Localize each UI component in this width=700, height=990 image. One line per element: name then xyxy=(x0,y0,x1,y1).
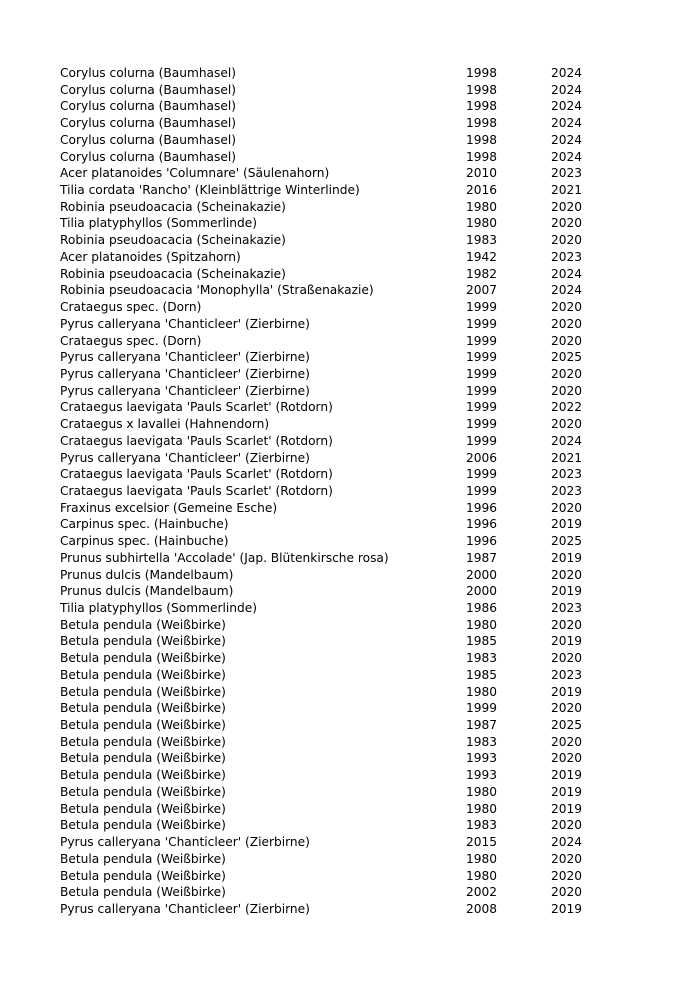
planting-year-cell: 1980 xyxy=(466,199,498,214)
species-name-cell: Prunus dulcis (Mandelbaum) xyxy=(60,584,234,599)
table-row xyxy=(60,700,611,717)
planting-year-cell: 1998 xyxy=(466,66,498,80)
record-year-cell: 2019 xyxy=(551,517,583,532)
species-name-cell: Betula pendula (Weißbirke) xyxy=(60,885,226,900)
record-year-cell: 2020 xyxy=(551,417,583,432)
table-row xyxy=(60,65,611,82)
species-name-cell: Carpinus spec. (Hainbuche) xyxy=(60,534,229,549)
record-year-cell: 2023 xyxy=(551,601,583,615)
species-name-cell: Crataegus laevigata 'Pauls Scarlet' (Rotdorn) xyxy=(60,400,333,415)
planting-year-cell: 1999 xyxy=(466,366,498,381)
planting-year-cell: 1999 xyxy=(466,333,498,348)
planting-year-cell: 1999 xyxy=(466,433,498,448)
table-row xyxy=(60,316,611,333)
table-row xyxy=(60,901,611,918)
table-row xyxy=(60,232,611,249)
species-name-cell: Betula pendula (Weißbirke) xyxy=(60,868,226,883)
species-name-cell: Betula pendula (Weißbirke) xyxy=(60,851,226,866)
table-row xyxy=(60,801,611,818)
record-year-cell: 2020 xyxy=(551,651,583,666)
species-name-cell: Betula pendula (Weißbirke) xyxy=(60,634,226,649)
species-name-cell: Betula pendula (Weißbirke) xyxy=(60,784,226,799)
table-row xyxy=(60,868,611,885)
record-year-cell: 2020 xyxy=(551,701,583,716)
record-year-cell: 2020 xyxy=(551,500,583,515)
planting-year-cell: 1982 xyxy=(466,266,498,281)
planting-year-cell: 1993 xyxy=(466,751,498,766)
species-name-cell: Acer platanoides (Spitzahorn) xyxy=(60,249,241,264)
planting-year-cell: 1983 xyxy=(466,818,498,833)
table-row xyxy=(60,132,611,149)
record-year-cell: 2022 xyxy=(551,400,583,415)
planting-year-cell: 1998 xyxy=(466,116,498,131)
planting-year-cell: 1998 xyxy=(466,149,498,164)
record-year-cell: 2024 xyxy=(551,82,583,97)
planting-year-cell: 1980 xyxy=(466,784,498,799)
table-row xyxy=(60,165,611,182)
planting-year-cell: 1996 xyxy=(466,534,498,549)
species-name-cell: Betula pendula (Weißbirke) xyxy=(60,818,226,833)
species-name-cell: Prunus subhirtella 'Accolade' (Jap. Blütenkirsche rosa) xyxy=(60,550,389,565)
table-row xyxy=(60,600,611,617)
table-row xyxy=(60,500,611,517)
planting-year-cell: 1987 xyxy=(466,550,498,565)
record-year-cell: 2023 xyxy=(551,483,583,498)
species-name-cell: Pyrus calleryana 'Chanticleer' (Zierbirne) xyxy=(60,366,310,381)
table-row xyxy=(60,533,611,550)
species-name-cell: Tilia cordata 'Rancho' (Kleinblättrige Winterlinde) xyxy=(60,183,360,198)
species-name-cell: Pyrus calleryana 'Chanticleer' (Zierbirne) xyxy=(60,350,310,365)
record-year-cell: 2020 xyxy=(551,567,583,582)
record-year-cell: 2025 xyxy=(551,718,583,733)
planting-year-cell: 1987 xyxy=(466,718,498,733)
planting-year-cell: 2006 xyxy=(466,450,498,465)
planting-year-cell: 1999 xyxy=(466,383,498,398)
record-year-cell: 2019 xyxy=(551,634,583,649)
planting-year-cell: 1980 xyxy=(466,216,498,231)
planting-year-cell: 2015 xyxy=(466,835,498,850)
planting-year-cell: 1999 xyxy=(466,467,498,482)
species-name-cell: Tilia platyphyllos (Sommerlinde) xyxy=(60,216,257,231)
record-year-cell: 2020 xyxy=(551,885,583,900)
planting-year-cell: 1996 xyxy=(466,500,498,515)
table-row xyxy=(60,516,611,533)
tree-table xyxy=(60,65,611,918)
species-name-cell: Pyrus calleryana 'Chanticleer' (Zierbirne) xyxy=(60,316,310,331)
species-name-cell: Betula pendula (Weißbirke) xyxy=(60,667,226,682)
species-name-cell: Betula pendula (Weißbirke) xyxy=(60,751,226,766)
table-row xyxy=(60,266,611,283)
species-name-cell: Pyrus calleryana 'Chanticleer' (Zierbirne) xyxy=(60,901,310,916)
species-name-cell: Pyrus calleryana 'Chanticleer' (Zierbirne) xyxy=(60,835,310,850)
table-row xyxy=(60,98,611,115)
record-year-cell: 2023 xyxy=(551,667,583,682)
planting-year-cell: 1980 xyxy=(466,801,498,816)
planting-year-cell: 1983 xyxy=(466,651,498,666)
planting-year-cell: 1980 xyxy=(466,684,498,699)
record-year-cell: 2019 xyxy=(551,768,583,783)
planting-year-cell: 1986 xyxy=(466,601,498,615)
planting-year-cell: 1980 xyxy=(466,868,498,883)
record-year-cell: 2024 xyxy=(551,283,583,298)
species-name-cell: Betula pendula (Weißbirke) xyxy=(60,768,226,783)
planting-year-cell: 1942 xyxy=(466,249,498,264)
record-year-cell: 2024 xyxy=(551,116,583,131)
record-year-cell: 2019 xyxy=(551,801,583,816)
species-name-cell: Betula pendula (Weißbirke) xyxy=(60,801,226,816)
table-row xyxy=(60,299,611,316)
species-name-cell: Betula pendula (Weißbirke) xyxy=(60,684,226,699)
planting-year-cell: 1999 xyxy=(466,417,498,432)
record-year-cell: 2024 xyxy=(551,266,583,281)
planting-year-cell: 2000 xyxy=(466,584,498,599)
table-row xyxy=(60,416,611,433)
table-row xyxy=(60,483,611,500)
table-row xyxy=(60,667,611,684)
species-name-cell: Acer platanoides 'Columnare' (Säulenahorn) xyxy=(60,166,330,181)
table-row xyxy=(60,282,611,299)
planting-year-cell: 1999 xyxy=(466,483,498,498)
planting-year-cell: 1983 xyxy=(466,734,498,749)
table-row xyxy=(60,249,611,266)
species-name-cell: Crataegus x lavallei (Hahnendorn) xyxy=(60,417,270,432)
species-name-cell: Corylus colurna (Baumhasel) xyxy=(60,116,237,131)
record-year-cell: 2020 xyxy=(551,383,583,398)
record-year-cell: 2023 xyxy=(551,249,583,264)
record-year-cell: 2025 xyxy=(551,534,583,549)
table-row xyxy=(60,633,611,650)
planting-year-cell: 2000 xyxy=(466,567,498,582)
planting-year-cell: 1999 xyxy=(466,701,498,716)
species-name-cell: Betula pendula (Weißbirke) xyxy=(60,718,226,733)
planting-year-cell: 1999 xyxy=(466,316,498,331)
species-name-cell: Corylus colurna (Baumhasel) xyxy=(60,66,237,80)
table-row xyxy=(60,784,611,801)
planting-year-cell: 1985 xyxy=(466,634,498,649)
table-row xyxy=(60,182,611,199)
table-row xyxy=(60,399,611,416)
record-year-cell: 2020 xyxy=(551,333,583,348)
species-name-cell: Fraxinus excelsior (Gemeine Esche) xyxy=(60,500,278,515)
record-year-cell: 2024 xyxy=(551,99,583,114)
table-row xyxy=(60,717,611,734)
species-name-cell: Carpinus spec. (Hainbuche) xyxy=(60,517,229,532)
planting-year-cell: 1996 xyxy=(466,517,498,532)
planting-year-cell: 1993 xyxy=(466,768,498,783)
record-year-cell: 2020 xyxy=(551,216,583,231)
table-row xyxy=(60,767,611,784)
record-year-cell: 2019 xyxy=(551,684,583,699)
table-row xyxy=(60,366,611,383)
record-year-cell: 2019 xyxy=(551,784,583,799)
record-year-cell: 2019 xyxy=(551,584,583,599)
table-row xyxy=(60,383,611,400)
record-year-cell: 2020 xyxy=(551,233,583,248)
species-name-cell: Betula pendula (Weißbirke) xyxy=(60,651,226,666)
planting-year-cell: 1999 xyxy=(466,350,498,365)
species-name-cell: Corylus colurna (Baumhasel) xyxy=(60,149,237,164)
planting-year-cell: 1980 xyxy=(466,851,498,866)
table-row xyxy=(60,817,611,834)
record-year-cell: 2020 xyxy=(551,851,583,866)
table-row xyxy=(60,583,611,600)
species-name-cell: Corylus colurna (Baumhasel) xyxy=(60,132,237,147)
species-name-cell: Corylus colurna (Baumhasel) xyxy=(60,82,237,97)
planting-year-cell: 1983 xyxy=(466,233,498,248)
record-year-cell: 2020 xyxy=(551,366,583,381)
species-name-cell: Robinia pseudoacacia (Scheinakazie) xyxy=(60,199,286,214)
species-name-cell: Crataegus laevigata 'Pauls Scarlet' (Rotdorn) xyxy=(60,483,333,498)
species-name-cell: Crataegus laevigata 'Pauls Scarlet' (Rotdorn) xyxy=(60,433,333,448)
table-row xyxy=(60,834,611,851)
species-name-cell: Robinia pseudoacacia (Scheinakazie) xyxy=(60,266,286,281)
record-year-cell: 2023 xyxy=(551,166,583,181)
species-name-cell: Betula pendula (Weißbirke) xyxy=(60,617,226,632)
tree-table-body xyxy=(60,65,611,918)
record-year-cell: 2024 xyxy=(551,149,583,164)
planting-year-cell: 2010 xyxy=(466,166,498,181)
planting-year-cell: 2008 xyxy=(466,901,498,916)
species-name-cell: Corylus colurna (Baumhasel) xyxy=(60,99,237,114)
record-year-cell: 2020 xyxy=(551,734,583,749)
planting-year-cell: 1999 xyxy=(466,400,498,415)
record-year-cell: 2019 xyxy=(551,901,583,916)
record-year-cell: 2020 xyxy=(551,751,583,766)
species-name-cell: Pyrus calleryana 'Chanticleer' (Zierbirne) xyxy=(60,383,310,398)
table-row xyxy=(60,750,611,767)
planting-year-cell: 2002 xyxy=(466,885,498,900)
species-name-cell: Crataegus spec. (Dorn) xyxy=(60,300,202,315)
record-year-cell: 2024 xyxy=(551,132,583,147)
species-name-cell: Crataegus laevigata 'Pauls Scarlet' (Rotdorn) xyxy=(60,467,333,482)
species-name-cell: Robinia pseudoacacia (Scheinakazie) xyxy=(60,233,286,248)
record-year-cell: 2025 xyxy=(551,350,583,365)
record-year-cell: 2019 xyxy=(551,550,583,565)
record-year-cell: 2020 xyxy=(551,818,583,833)
table-row xyxy=(60,550,611,567)
record-year-cell: 2023 xyxy=(551,467,583,482)
species-name-cell: Robinia pseudoacacia 'Monophylla' (Straßenakazie) xyxy=(60,283,374,298)
table-row xyxy=(60,851,611,868)
record-year-cell: 2024 xyxy=(551,433,583,448)
record-year-cell: 2024 xyxy=(551,835,583,850)
table-row xyxy=(60,333,611,350)
record-year-cell: 2020 xyxy=(551,316,583,331)
record-year-cell: 2024 xyxy=(551,66,583,80)
table-row xyxy=(60,567,611,584)
species-name-cell: Pyrus calleryana 'Chanticleer' (Zierbirne) xyxy=(60,450,310,465)
planting-year-cell: 1998 xyxy=(466,132,498,147)
table-row xyxy=(60,650,611,667)
planting-year-cell: 1999 xyxy=(466,300,498,315)
planting-year-cell: 2007 xyxy=(466,283,498,298)
table-row xyxy=(60,450,611,467)
table-row xyxy=(60,215,611,232)
species-name-cell: Tilia platyphyllos (Sommerlinde) xyxy=(60,601,257,615)
record-year-cell: 2020 xyxy=(551,868,583,883)
record-year-cell: 2021 xyxy=(551,183,583,198)
planting-year-cell: 1998 xyxy=(466,82,498,97)
table-row xyxy=(60,199,611,216)
record-year-cell: 2020 xyxy=(551,199,583,214)
planting-year-cell: 2016 xyxy=(466,183,498,198)
species-name-cell: Crataegus spec. (Dorn) xyxy=(60,333,202,348)
table-row xyxy=(60,884,611,901)
table-row xyxy=(60,617,611,634)
table-row xyxy=(60,149,611,166)
table-row xyxy=(60,115,611,132)
table-row xyxy=(60,349,611,366)
table-row xyxy=(60,684,611,701)
planting-year-cell: 1985 xyxy=(466,667,498,682)
record-year-cell: 2020 xyxy=(551,300,583,315)
table-row xyxy=(60,433,611,450)
species-name-cell: Betula pendula (Weißbirke) xyxy=(60,734,226,749)
species-name-cell: Betula pendula (Weißbirke) xyxy=(60,701,226,716)
species-name-cell: Prunus dulcis (Mandelbaum) xyxy=(60,567,234,582)
table-row xyxy=(60,466,611,483)
record-year-cell: 2020 xyxy=(551,617,583,632)
planting-year-cell: 1998 xyxy=(466,99,498,114)
record-year-cell: 2021 xyxy=(551,450,583,465)
table-row xyxy=(60,734,611,751)
planting-year-cell: 1980 xyxy=(466,617,498,632)
table-row xyxy=(60,82,611,99)
